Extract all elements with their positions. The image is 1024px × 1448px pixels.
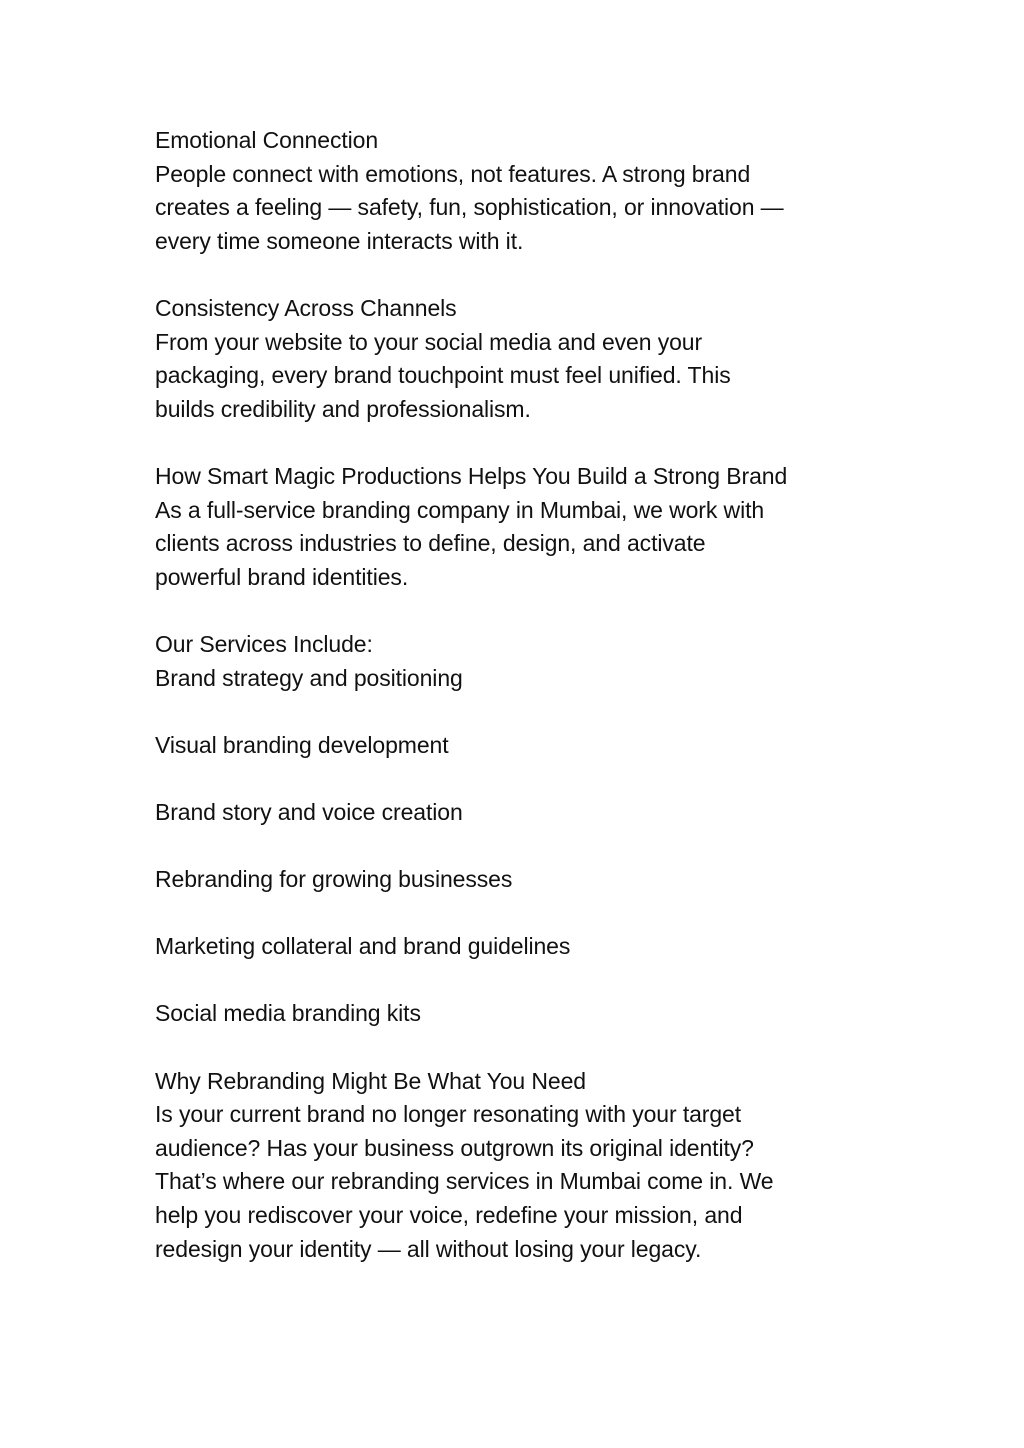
paragraph-spacer: [155, 258, 875, 292]
section-heading: How Smart Magic Productions Helps You Build a Strong Brand: [155, 462, 788, 489]
service-item: Marketing collateral and brand guidelines: [155, 933, 571, 960]
service-item: Brand strategy and positioning: [155, 664, 463, 691]
section-rebranding: [155, 1065, 875, 1267]
paragraph-spacer: [155, 897, 875, 931]
paragraph-spacer: [155, 594, 875, 628]
section-heading: Why Rebranding Might Be What You Need: [155, 1067, 586, 1094]
service-item: Visual branding development: [155, 731, 449, 758]
paragraph-line: As a full-service branding company in Mumbai, we work with: [155, 496, 765, 523]
section-emotional-connection: [155, 124, 875, 258]
paragraph-line: Is your current brand no longer resonating with your target: [155, 1101, 742, 1128]
section-heading: Consistency Across Channels: [155, 294, 457, 321]
paragraph-line: audience? Has your business outgrown its original identity?: [155, 1134, 754, 1161]
paragraph-spacer: [155, 964, 875, 998]
paragraph-line: builds credibility and professionalism.: [155, 395, 531, 422]
service-item: Rebranding for growing businesses: [155, 866, 513, 893]
paragraph-line: powerful brand identities.: [155, 563, 409, 590]
paragraph-line: clients across industries to define, design, and activate: [155, 530, 706, 557]
service-item: Social media branding kits: [155, 1000, 421, 1027]
paragraph-line: From your website to your social media and even your: [155, 328, 703, 355]
paragraph-line: People connect with emotions, not features. A strong brand: [155, 160, 751, 187]
paragraph-spacer: [155, 695, 875, 729]
paragraph-line: creates a feeling — safety, fun, sophistication, or innovation —: [155, 194, 784, 221]
service-item: Brand story and voice creation: [155, 798, 463, 825]
paragraph-spacer: [155, 829, 875, 863]
paragraph-line: packaging, every brand touchpoint must feel unified. This: [155, 362, 731, 389]
services-heading: Our Services Include:: [155, 630, 373, 657]
paragraph-line: help you rediscover your voice, redefine your mission, and: [155, 1202, 743, 1228]
section-how-we-help: [155, 460, 875, 594]
paragraph-line: redesign your identity — all without losing your legacy.: [155, 1235, 702, 1262]
paragraph-spacer: [155, 1031, 875, 1065]
paragraph-line: That’s where our rebranding services in Mumbai come in. We: [155, 1168, 774, 1195]
paragraph-line: every time someone interacts with it.: [155, 227, 524, 254]
section-consistency: [155, 292, 875, 426]
paragraph-spacer: [155, 426, 875, 460]
document-page: [155, 124, 875, 1266]
paragraph-spacer: [155, 762, 875, 796]
services-section: [155, 628, 875, 1031]
section-heading: Emotional Connection: [155, 127, 379, 153]
